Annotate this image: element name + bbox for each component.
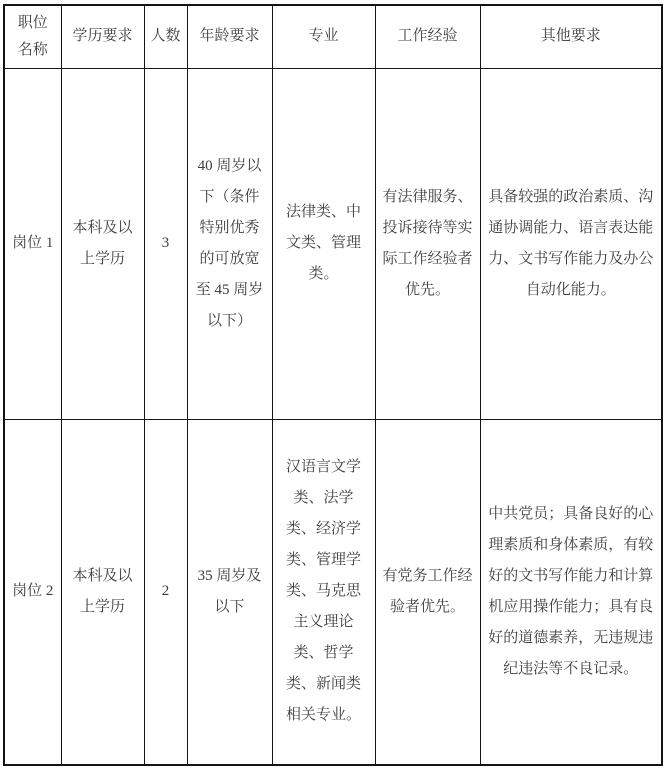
header-cell-age: 年龄要求 [187, 5, 272, 68]
header-cell-headcount: 人数 [144, 5, 187, 68]
header-cell-position: 职位名称 [4, 5, 61, 68]
cell-headcount: 3 [144, 68, 187, 419]
table-row-position-2 [4, 419, 662, 765]
header-cell-education: 学历要求 [61, 5, 144, 68]
cell-position: 岗位 2 [4, 419, 61, 765]
cell-other: 中共党员；具备良好的心理素质和身体素质，有较好的文书写作能力和计算机应用操作能力；具有良好的道德素养，无违规违纪违法等不良记录。 [480, 419, 662, 765]
cell-headcount: 2 [144, 419, 187, 765]
cell-age: 40 周岁以下（条件特别优秀的可放宽至 45 周岁以下） [187, 68, 272, 419]
cell-other: 具备较强的政治素质、沟通协调能力、语言表达能力、文书写作能力及办公自动化能力。 [480, 68, 662, 419]
table-header-row [4, 5, 662, 68]
cell-experience: 有党务工作经验者优先。 [375, 419, 480, 765]
header-cell-major: 专业 [272, 5, 375, 68]
cell-education: 本科及以上学历 [61, 419, 144, 765]
header-cell-other: 其他要求 [480, 5, 662, 68]
job-requirements-table [3, 4, 663, 766]
cell-age: 35 周岁及以下 [187, 419, 272, 765]
header-cell-experience: 工作经验 [375, 5, 480, 68]
cell-major: 法律类、中文类、管理类。 [272, 68, 375, 419]
cell-position: 岗位 1 [4, 68, 61, 419]
cell-education: 本科及以上学历 [61, 68, 144, 419]
cell-major: 汉语言文学类、法学类、经济学类、管理学类、马克思主义理论类、哲学类、新闻类相关专业。 [272, 419, 375, 765]
table-row-position-1 [4, 68, 662, 419]
cell-experience: 有法律服务、投诉接待等实际工作经验者优先。 [375, 68, 480, 419]
